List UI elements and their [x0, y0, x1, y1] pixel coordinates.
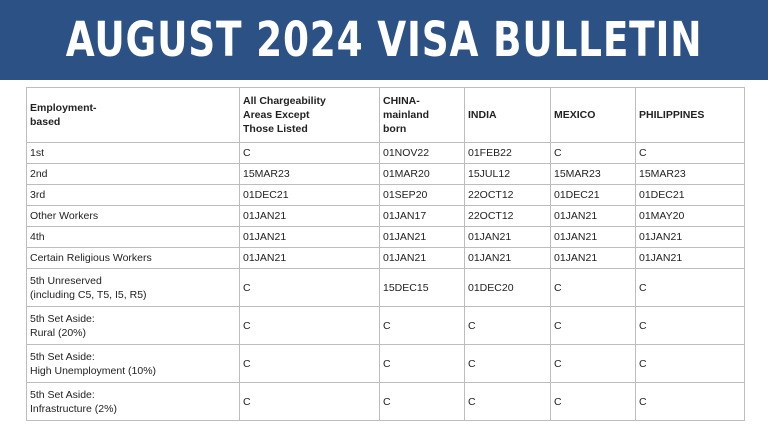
- row-label-cell: [27, 248, 240, 269]
- table-cell: C: [465, 345, 551, 383]
- table-cell: C: [636, 143, 745, 164]
- visa-bulletin-table-container: [26, 87, 744, 421]
- table-cell: 22OCT12: [465, 185, 551, 206]
- table-cell: C: [240, 143, 380, 164]
- table-cell: 22OCT12: [465, 206, 551, 227]
- row-label: 3rd: [30, 189, 46, 201]
- table-cell: 01DEC21: [240, 185, 380, 206]
- row-label-cell: [27, 164, 240, 185]
- header-line: Employment-: [30, 102, 97, 114]
- table-cell: C: [240, 345, 380, 383]
- row-label: (including C5, T5, I5, R5): [30, 288, 147, 301]
- header-line: mainland: [383, 109, 430, 121]
- header-philippines: [636, 88, 745, 143]
- row-label: 4th: [30, 231, 45, 243]
- table-cell: C: [551, 345, 636, 383]
- table-cell: C: [636, 307, 745, 345]
- table-cell: 01FEB22: [465, 143, 551, 164]
- header-line: All Chargeability: [243, 95, 326, 107]
- row-label: High Unemployment (10%): [30, 364, 157, 377]
- table-cell: C: [551, 143, 636, 164]
- header-line: born: [383, 123, 407, 135]
- row-label-cell: [27, 227, 240, 248]
- table-cell: C: [636, 345, 745, 383]
- table-cell: C: [240, 269, 380, 307]
- table-row: [27, 248, 745, 269]
- table-cell: 01JAN21: [380, 248, 465, 269]
- table-cell: 15JUL12: [465, 164, 551, 185]
- row-label: Other Workers: [30, 210, 99, 222]
- table-cell: 01JAN21: [551, 227, 636, 248]
- row-label: 1st: [30, 147, 45, 159]
- table-cell: 01MAY20: [636, 206, 745, 227]
- row-label: 5th Set Aside:: [30, 312, 95, 325]
- row-label: 5th Set Aside:: [30, 350, 95, 363]
- table-cell: C: [240, 383, 380, 421]
- table-row: [27, 143, 745, 164]
- header-all-chargeability: [240, 88, 380, 143]
- table-cell: C: [636, 269, 745, 307]
- table-cell: C: [240, 307, 380, 345]
- table-cell: 01NOV22: [380, 143, 465, 164]
- table-cell: C: [380, 383, 465, 421]
- table-body: [27, 143, 745, 421]
- row-label-cell: [27, 185, 240, 206]
- row-label-cell: [27, 383, 240, 421]
- table-header-row: [27, 88, 745, 143]
- table-cell: 15MAR23: [636, 164, 745, 185]
- row-label-cell: [27, 345, 240, 383]
- header-line: Those Listed: [243, 123, 308, 135]
- row-label: 5th Set Aside:: [30, 388, 95, 401]
- header-line: MEXICO: [554, 109, 596, 121]
- row-label-cell: [27, 143, 240, 164]
- table-cell: 01JAN17: [380, 206, 465, 227]
- table-cell: 01JAN21: [551, 206, 636, 227]
- table-cell: C: [380, 345, 465, 383]
- table-row: [27, 227, 745, 248]
- row-label: Certain Religious Workers: [30, 252, 152, 264]
- table-row: [27, 383, 745, 421]
- table-cell: 01MAR20: [380, 164, 465, 185]
- visa-bulletin-table: [26, 87, 745, 421]
- table-cell: 01DEC21: [636, 185, 745, 206]
- table-cell: 01JAN21: [240, 248, 380, 269]
- table-cell: 01SEP20: [380, 185, 465, 206]
- table-cell: 01JAN21: [636, 248, 745, 269]
- row-label: 5th Unreserved: [30, 274, 102, 287]
- table-cell: 01JAN21: [465, 227, 551, 248]
- table-cell: 01JAN21: [636, 227, 745, 248]
- header-mexico: [551, 88, 636, 143]
- row-label-cell: [27, 269, 240, 307]
- table-row: [27, 345, 745, 383]
- row-label: Rural (20%): [30, 326, 87, 339]
- table-cell: C: [465, 307, 551, 345]
- table-cell: 01DEC21: [551, 185, 636, 206]
- table-cell: 01JAN21: [240, 227, 380, 248]
- table-cell: C: [551, 307, 636, 345]
- table-cell: C: [551, 383, 636, 421]
- table-cell: 01JAN21: [380, 227, 465, 248]
- header-china: [380, 88, 465, 143]
- page-title: AUGUST 2024 VISA BULLETIN: [65, 12, 703, 68]
- table-row: [27, 185, 745, 206]
- table-cell: C: [551, 269, 636, 307]
- table-cell: 01JAN21: [465, 248, 551, 269]
- table-cell: 01DEC20: [465, 269, 551, 307]
- header-line: INDIA: [468, 109, 497, 121]
- table-cell: C: [636, 383, 745, 421]
- table-row: [27, 307, 745, 345]
- table-row: [27, 269, 745, 307]
- table-cell: C: [380, 307, 465, 345]
- header-line: Areas Except: [243, 109, 310, 121]
- row-label: 2nd: [30, 168, 48, 180]
- header-india: [465, 88, 551, 143]
- header-line: PHILIPPINES: [639, 109, 705, 121]
- table-cell: C: [465, 383, 551, 421]
- table-cell: 01JAN21: [551, 248, 636, 269]
- row-label-cell: [27, 206, 240, 227]
- table-cell: 01JAN21: [240, 206, 380, 227]
- header-line: based: [30, 116, 61, 128]
- header-line: CHINA-: [383, 95, 420, 107]
- table-row: [27, 164, 745, 185]
- header-employment-based: [27, 88, 240, 143]
- row-label: Infrastructure (2%): [30, 402, 117, 415]
- title-banner: [0, 0, 768, 80]
- row-label-cell: [27, 307, 240, 345]
- table-row: [27, 206, 745, 227]
- table-cell: 15MAR23: [551, 164, 636, 185]
- table-cell: 15MAR23: [240, 164, 380, 185]
- table-cell: 15DEC15: [380, 269, 465, 307]
